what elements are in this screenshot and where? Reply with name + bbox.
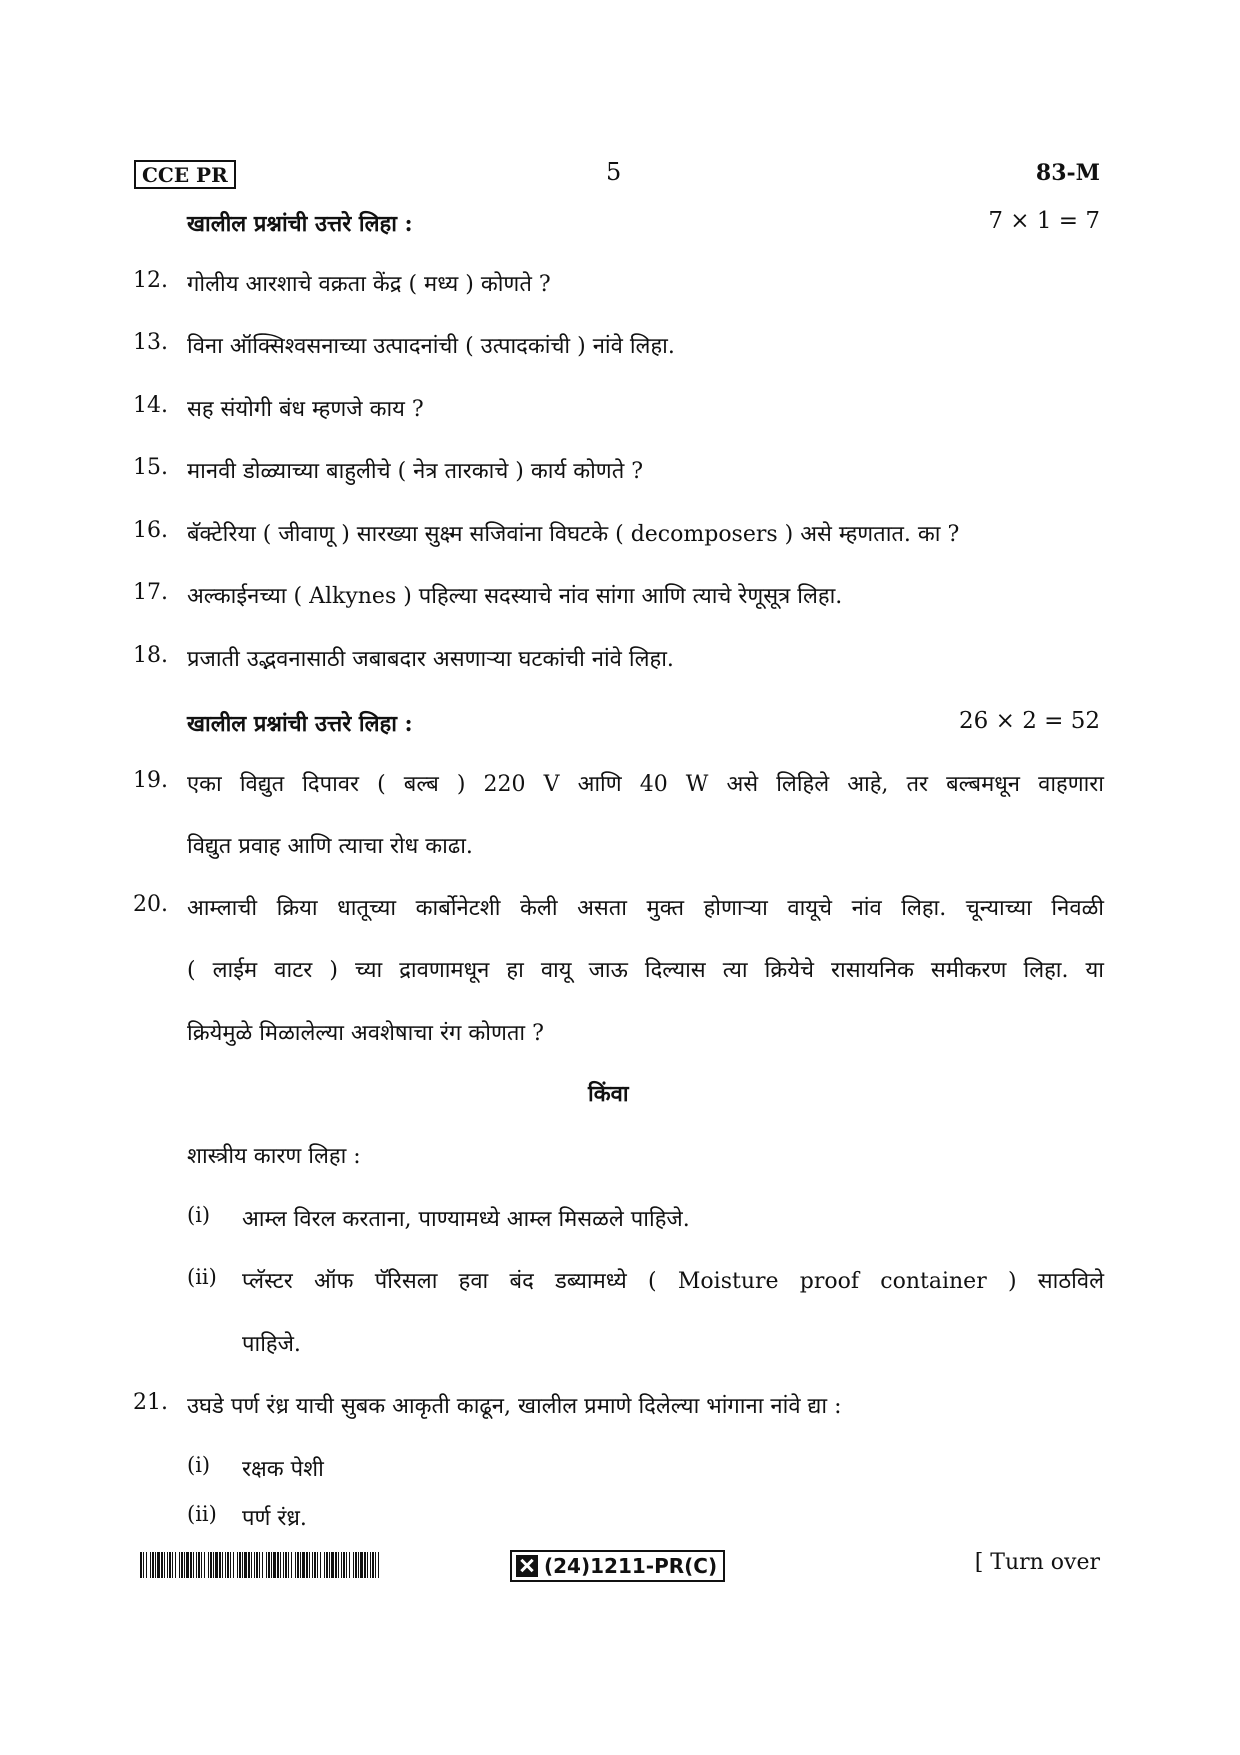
question-text: गोलीय आरशाचे वक्रता केंद्र ( मध्य ) कोणते ? [187,272,551,297]
sub-item-text: आम्ल विरल करताना, पाण्यामध्ये आम्ल मिसळले पाहिजे. [242,1207,690,1232]
question-text: मानवी डोळ्याच्या बाहुलीचे ( नेत्र तारकाचे ) कार्य कोणते ? [187,459,644,484]
question-text: प्रजाती उद्भवनासाठी जबाबदार असणाऱ्या घटकांची नांवे लिहा. [187,647,674,672]
question-number: 14. [133,393,168,418]
question-text-line-2: विद्युत प्रवाह आणि त्याचा रोध काढा. [187,834,473,859]
sub-item-number: (ii) [187,1502,217,1526]
sub-item-number: (i) [187,1453,211,1477]
section-2-title: खालील प्रश्नांची उत्तरे लिहा : [187,711,413,737]
question-number: 21. [133,1390,168,1415]
question-text: विना ऑक्सिश्वसनाच्या उत्पादनांची ( उत्पादकांची ) नांवे लिहा. [187,334,675,359]
question-number: 17. [133,580,168,605]
question-number: 12. [133,268,168,293]
question-text-line-1: आम्लाची क्रिया धातूच्या कार्बोनेटशी केली असता मुक्त होणाऱ्या वायूचे नांव लिहा. चून्याच्या निवळी [187,896,1104,921]
question-number: 18. [133,643,168,668]
question-text: बॅक्टेरिया ( जीवाणू ) सारख्या सुक्ष्म सजिवांना विघटके ( decomposers ) असे म्हणतात. का ? [187,522,960,547]
sub-item-text-line-1: प्लॅस्टर ऑफ पॅरिसला हवा बंद डब्यामध्ये ( Moisture proof container ) साठविले [242,1269,1104,1294]
question-text-line-3: क्रियेमुळे मिळालेल्या अवशेषाचा रंग कोणता ? [187,1021,544,1046]
alternative-intro: शास्त्रीय कारण लिहा : [187,1144,361,1169]
or-separator: किंवा [588,1081,629,1107]
header-code-box: CCE PR [134,160,236,189]
sub-item-number: (i) [187,1203,211,1227]
section-1-title: खालील प्रश्नांची उत्तरे लिहा : [187,211,413,237]
barcode [140,1552,382,1578]
question-text: उघडे पर्ण रंध्र याची सुबक आकृती काढून, खालील प्रमाणे दिलेल्या भांगाना नांवे द्या : [187,1394,842,1419]
turn-over-label: [ Turn over [974,1550,1100,1575]
question-number: 20. [133,892,168,917]
sub-item-text-line-2: पाहिजे. [242,1332,301,1357]
paper-code: 83-M [1035,160,1100,186]
question-text-line-1: एका विद्युत दिपावर ( बल्ब ) 220 V आणि 40 W असे लिहिले आहे, तर बल्बमधून वाहणारा [187,772,1104,797]
section-2-marks: 26 × 2 = 52 [959,708,1100,734]
sub-item-text: रक्षक पेशी [242,1457,324,1482]
question-text: अल्काईनच्या ( Alkynes ) पहिल्या सदस्याचे नांव सांगा आणि त्याचे रेणूसूत्र लिहा. [187,584,843,609]
question-number: 19. [133,768,168,793]
board-logo-icon [516,1555,538,1577]
sub-item-text: पर्ण रंध्र. [242,1506,307,1531]
question-number: 16. [133,518,168,543]
footer-code-text: (24)1211-PR(C) [544,1554,718,1578]
question-text: सह संयोगी बंध म्हणजे काय ? [187,397,424,422]
question-number: 13. [133,330,168,355]
footer-code-box [510,1550,725,1582]
question-number: 15. [133,455,168,480]
question-text-line-2: ( लाईम वाटर ) च्या द्रावणामधून हा वायू जाऊ दिल्यास त्या क्रियेचे रासायनिक समीकरण लिहा. या [187,958,1104,983]
page-number: 5 [606,158,622,186]
section-1-marks: 7 × 1 = 7 [988,208,1100,234]
sub-item-number: (ii) [187,1265,217,1289]
